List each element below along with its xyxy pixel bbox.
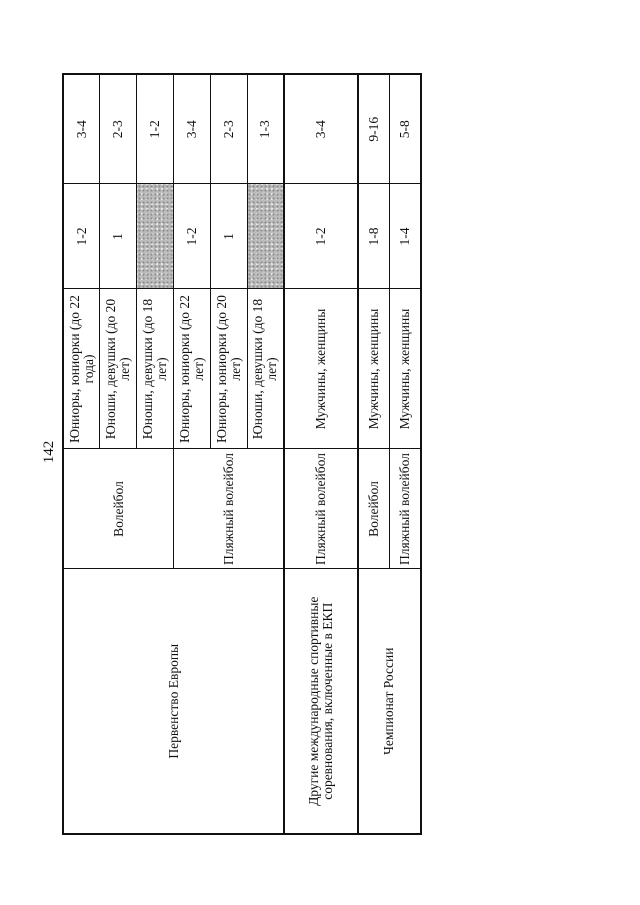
sport-cell: Пляжный волейбол <box>284 449 358 569</box>
place-a-cell <box>137 184 174 289</box>
place-b-cell: 5-8 <box>389 74 421 184</box>
place-a-cell: 1 <box>210 184 247 289</box>
table-row <box>358 74 390 834</box>
place-b-cell: 3-4 <box>63 74 100 184</box>
competition-cell: Другие международные спортивные соревнования, включенные в ЕКП <box>284 569 358 834</box>
table-container <box>62 75 422 835</box>
place-b-cell: 1-2 <box>137 74 174 184</box>
place-a-cell: 1-8 <box>358 184 390 289</box>
sport-cell: Волейбол <box>358 449 390 569</box>
place-b-cell: 2-3 <box>100 74 137 184</box>
place-a-cell: 1-2 <box>174 184 211 289</box>
sport-cell: Пляжный волейбол <box>389 449 421 569</box>
category-cell: Юноши, девушки (до 18 лет) <box>247 289 284 449</box>
category-cell: Юниоры, юниорки (до 22 лет) <box>174 289 211 449</box>
place-a-cell: 1 <box>100 184 137 289</box>
rotated-page <box>62 75 422 835</box>
place-b-cell: 1-3 <box>247 74 284 184</box>
competition-cell: Чемпионат России <box>358 569 421 834</box>
place-b-cell: 2-3 <box>210 74 247 184</box>
category-cell: Юниоры, юниорки (до 20 лет) <box>210 289 247 449</box>
competition-table <box>62 73 422 835</box>
category-cell: Мужчины, женщины <box>358 289 390 449</box>
place-a-cell: 1-4 <box>389 184 421 289</box>
competition-cell: Первенство Европы <box>63 569 284 834</box>
sport-cell: Волейбол <box>63 449 174 569</box>
place-b-cell: 3-4 <box>174 74 211 184</box>
place-a-cell <box>247 184 284 289</box>
page-number: 142 <box>41 440 57 464</box>
category-cell: Юниоры, юниорки (до 22 года) <box>63 289 100 449</box>
place-b-cell: 9-16 <box>358 74 390 184</box>
table-row <box>284 74 358 834</box>
category-cell: Мужчины, женщины <box>284 289 358 449</box>
place-a-cell: 1-2 <box>284 184 358 289</box>
category-cell: Юноши, девушки (до 20 лет) <box>100 289 137 449</box>
category-cell: Мужчины, женщины <box>389 289 421 449</box>
place-a-cell: 1-2 <box>63 184 100 289</box>
category-cell: Юноши, девушки (до 18 лет) <box>137 289 174 449</box>
sport-cell: Пляжный волейбол <box>174 449 285 569</box>
place-b-cell: 3-4 <box>284 74 358 184</box>
table-row <box>63 74 100 834</box>
